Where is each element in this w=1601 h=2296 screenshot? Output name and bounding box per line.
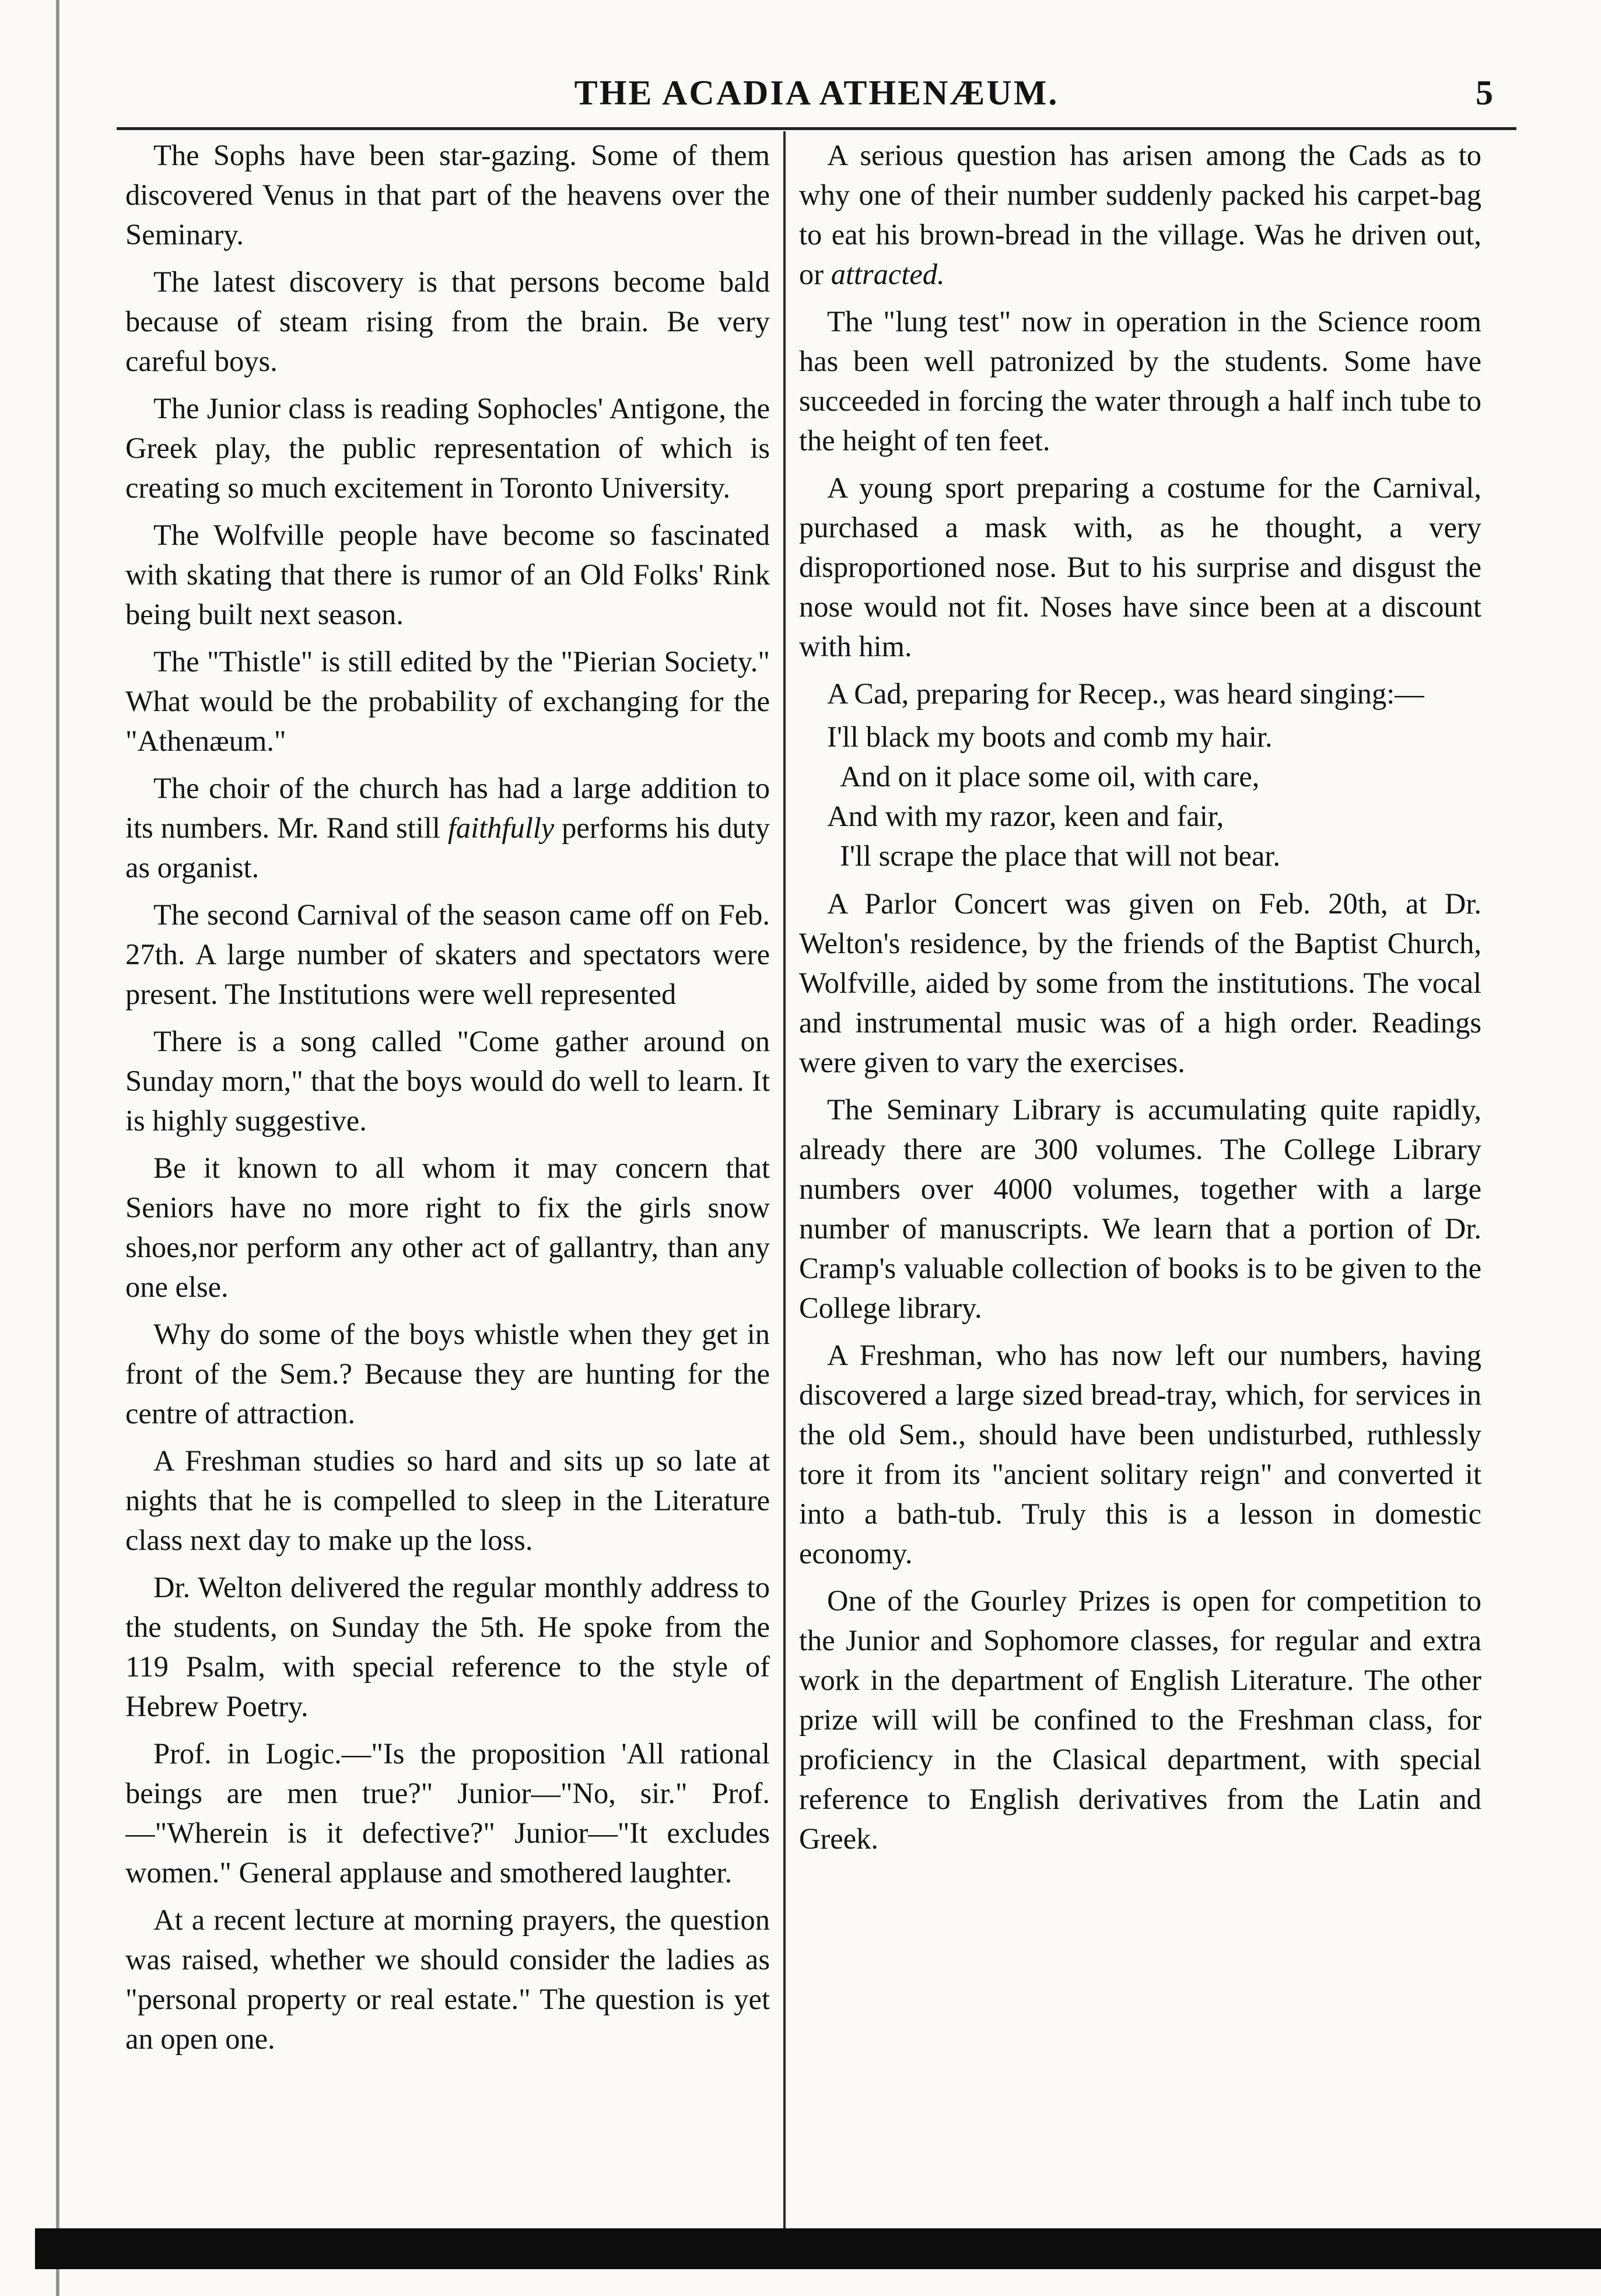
verse-line: And with my razor, keen and fair, bbox=[827, 800, 1224, 832]
article-paragraph: One of the Gourley Prizes is open for competition to the Junior and Sophomore classes, for regular and extra work in the department of English Literature. The other prize will will be confined to the Freshman class, for proficiency in the Clasical department, with special reference to English derivatives from the Latin and Greek. bbox=[799, 1584, 1481, 1855]
masthead-title: THE ACADIA ATHENÆUM. bbox=[574, 74, 1059, 112]
scan-edge-shadow bbox=[56, 0, 59, 2296]
article-paragraph: The Junior class is reading Sophocles' Antigone, the Greek play, the public representation of which is creating so much excitement in Toronto University. bbox=[125, 392, 770, 504]
article-paragraph: A Freshman studies so hard and sits up so late at nights that he is compelled to sleep in the Literature class next day to make up the loss. bbox=[125, 1444, 770, 1556]
article-paragraph: Be it known to all whom it may concern that Seniors have no more right to fix the girls snow shoes,nor perform any other act of gallantry, than any one else. bbox=[125, 1152, 770, 1303]
article-paragraph: A young sport preparing a costume for the Carnival, purchased a mask with, as he thought, a very disproportioned nose. But to his surprise and disgust the nose would not fit. Noses have since been at a discount with him. bbox=[799, 471, 1481, 663]
article-paragraph-cads bbox=[799, 135, 1481, 294]
article-paragraph-choir bbox=[125, 768, 770, 887]
choir-text-start: The choir of the church has had a large addition to its numbers. Mr. Rand still bbox=[125, 772, 770, 844]
article-paragraph: Dr. Welton delivered the regular monthly address to the students, on Sunday the 5th. He spoke from the 119 Psalm, with special reference to the style of Hebrew Poetry. bbox=[125, 1571, 770, 1723]
cads-text-emphasis: attracted. bbox=[831, 258, 945, 290]
article-paragraph: The Sophs have been star-gazing. Some of them discovered Venus in that part of the heavens over the Seminary. bbox=[125, 139, 770, 251]
column-divider bbox=[783, 131, 786, 2237]
choir-text-emphasis: faithfully bbox=[447, 811, 555, 844]
header-rule bbox=[117, 127, 1516, 130]
verse-line: I'll scrape the place that will not bear. bbox=[840, 839, 1281, 872]
article-paragraph: The Wolfville people have become so fascinated with skating that there is rumor of an Old Folks' Rink being built next season. bbox=[125, 519, 770, 631]
article-paragraph: A Freshman, who has now left our numbers, having discovered a large sized bread-tray, which, for services in the old Sem., should have been undisturbed, ruthlessly tore it from its "ancient solitary reign" and converted it into a bath-tub. Truly this is a lesson in domestic economy. bbox=[799, 1339, 1481, 1570]
article-paragraph: The Seminary Library is accumulating quite rapidly, already there are 300 volumes. The College Library numbers over 4000 volumes, together with a large number of manuscripts. We learn that a portion of Dr. Cramp's valuable collection of books is to be given to the College library. bbox=[799, 1093, 1481, 1324]
page-number: 5 bbox=[1476, 74, 1493, 112]
verse-line: And on it place some oil, with care, bbox=[840, 760, 1260, 793]
article-paragraph: The second Carnival of the season came off on Feb. 27th. A large number of skaters and spectators were present. The Institutions were well represented bbox=[125, 898, 770, 1010]
article-paragraph: A Parlor Concert was given on Feb. 20th, at Dr. Welton's residence, by the friends of the Baptist Church, Wolfville, aided by some from the institutions. The vocal and instrumental music was of a high order. Readings were given to vary the exercises. bbox=[799, 887, 1481, 1079]
article-paragraph: Prof. in Logic.—"Is the proposition 'All rational beings are men true?" Junior—"No, sir." Prof.—"Wherein is it defective?" Junior—"It excludes women." General applause and smothered laughter. bbox=[125, 1737, 770, 1889]
choir-text-end: performs his duty as organist. bbox=[125, 811, 770, 884]
page-header bbox=[117, 73, 1516, 125]
article-paragraph: There is a song called "Come gather around on Sunday morn," that the boys would do well to learn. It is highly suggestive. bbox=[125, 1025, 770, 1137]
verse-line: I'll black my boots and comb my hair. bbox=[827, 720, 1273, 753]
article-paragraph: The "lung test" now in operation in the Science room has been well patronized by the students. Some have succeeded in forcing the water through a half inch tube to the height of ten feet. bbox=[799, 305, 1481, 457]
song-verse bbox=[799, 717, 1481, 876]
right-column bbox=[799, 135, 1481, 2227]
footer-rule bbox=[35, 2228, 1601, 2269]
article-paragraph: Why do some of the boys whistle when they get in front of the Sem.? Because they are hunting for the centre of attraction. bbox=[125, 1318, 770, 1430]
cads-text: A serious question has arisen among the Cads as to why one of their number suddenly packed his carpet-bag to eat his brown-bread in the village. Was he driven out, or bbox=[799, 139, 1481, 290]
article-paragraph: A Cad, preparing for Recep., was heard singing:— bbox=[827, 677, 1424, 710]
article-paragraph: The "Thistle" is still edited by the "Pierian Society." What would be the probability of exchanging for the "Athenæum." bbox=[125, 645, 770, 757]
article-paragraph: The latest discovery is that persons become bald because of steam rising from the brain. Be very careful boys. bbox=[125, 265, 770, 377]
article-paragraph: At a recent lecture at morning prayers, the question was raised, whether we should consider the ladies as "personal property or real estate." The question is yet an open one. bbox=[125, 1903, 770, 2055]
left-column bbox=[125, 135, 770, 2227]
